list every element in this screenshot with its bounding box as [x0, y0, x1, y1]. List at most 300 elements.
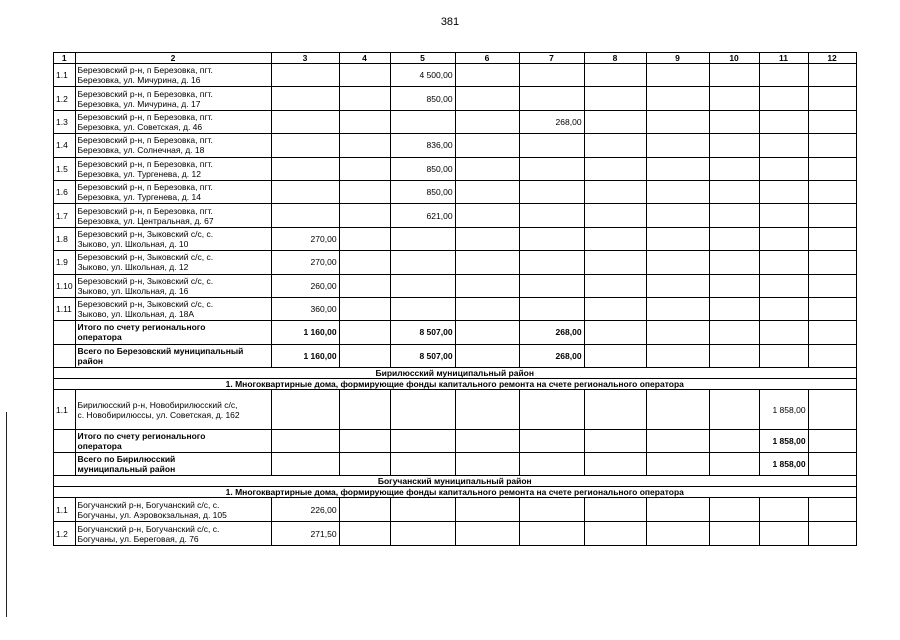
header-cell: 8: [584, 53, 646, 64]
table-row: [54, 251, 857, 274]
empty-cell: [646, 390, 709, 430]
empty-cell: [808, 251, 856, 274]
value-cell-11-value: 1 858,00: [772, 436, 806, 447]
address-line: Березовский р-н, п Березовка, пгт.: [77, 111, 213, 122]
value-cell-11: [759, 390, 808, 430]
address-line: Березовка, ул. Мичурина, д. 17: [77, 98, 201, 109]
value-cell-5: [390, 498, 455, 522]
table-row: [54, 522, 857, 546]
table-row: [54, 204, 857, 227]
table-row: [54, 390, 857, 430]
value-cell-3: [271, 344, 339, 367]
value-cell-5-value: 836,00: [426, 140, 453, 151]
empty-cell: [709, 274, 759, 297]
address-cell: [75, 157, 271, 180]
empty-cell: [455, 297, 519, 320]
address-line: Березовка, ул. Тургенева, д. 14: [77, 192, 201, 203]
empty-cell: [455, 64, 519, 87]
header-cell: 10: [709, 53, 759, 64]
value-cell-5: [390, 87, 455, 110]
total-row: [54, 321, 857, 344]
value-cell-5-value: 850,00: [426, 187, 453, 198]
empty-cell: [339, 430, 390, 453]
value-cell-7: [519, 110, 584, 133]
empty-cell: [646, 274, 709, 297]
value-cell-5-value: 850,00: [426, 163, 453, 174]
address-line: Березовка, ул. Советская, д. 46: [77, 121, 203, 132]
address-line: Березовский р-н, п Березовка, пгт.: [77, 65, 213, 76]
address-line: Березовский р-н, п Березовка, пгт.: [77, 182, 213, 193]
address-line: Всего по Бирилюсский: [77, 454, 176, 465]
empty-cell: [455, 274, 519, 297]
empty-cell: [709, 134, 759, 157]
empty-cell: [808, 274, 856, 297]
empty-cell: [455, 321, 519, 344]
address-cell: [75, 180, 271, 203]
empty-cell: [709, 110, 759, 133]
empty-cell: [709, 430, 759, 453]
row-number-cell: [54, 274, 76, 297]
header-cell: 5: [390, 53, 455, 64]
address-line: Богучаны, ул. Береговая, д. 76: [77, 533, 199, 544]
empty-cell: [584, 134, 646, 157]
value-cell-3-value: 226,00: [310, 504, 337, 515]
address-cell: [75, 274, 271, 297]
value-cell-7: [519, 344, 584, 367]
empty-cell: [646, 321, 709, 344]
address-line: Березовка, ул. Тургенева, д. 12: [77, 168, 201, 179]
empty-cell: [584, 321, 646, 344]
address-line: Бирилюсский р-н, Новобирилюсский с/с,: [77, 399, 238, 410]
empty-cell: [455, 251, 519, 274]
value-cell-3-value: 271,50: [310, 528, 337, 539]
empty-cell: [646, 180, 709, 203]
value-cell-11: [759, 87, 808, 110]
address-cell: [75, 297, 271, 320]
address-cell: [75, 522, 271, 546]
value-cell-7: [519, 227, 584, 250]
empty-cell: [584, 180, 646, 203]
address-cell: [75, 204, 271, 227]
value-cell-7: [519, 321, 584, 344]
address-line: Березовский р-н, Зыковский с/с, с.: [77, 228, 214, 239]
value-cell-3: [271, 251, 339, 274]
address-line: Зыково, ул. Школьная, д. 10: [77, 238, 189, 249]
empty-cell: [646, 204, 709, 227]
value-cell-5-value: 621,00: [426, 210, 453, 221]
value-cell-11: [759, 204, 808, 227]
value-cell-11: [759, 180, 808, 203]
value-cell-3: [271, 498, 339, 522]
row-number-cell: [54, 251, 76, 274]
address-line: Богучаны, ул. Аэровокзальная, д. 105: [77, 509, 227, 520]
address-cell: [75, 498, 271, 522]
address-line: Богучанский р-н, Богучанский с/с, с.: [77, 499, 220, 510]
row-number-cell-value: 1.8: [56, 233, 68, 244]
address-line: Березовский р-н, Зыковский с/с, с.: [77, 252, 214, 263]
empty-cell: [339, 390, 390, 430]
value-cell-5: [390, 64, 455, 87]
empty-cell: [646, 134, 709, 157]
value-cell-11-value: 1 858,00: [772, 404, 806, 415]
table-row: [54, 227, 857, 250]
value-cell-3: [271, 204, 339, 227]
header-cell: 6: [455, 53, 519, 64]
value-cell-11: [759, 227, 808, 250]
address-line: оператора: [77, 441, 122, 452]
empty-cell: [646, 87, 709, 110]
row-number-cell-value: 1.2: [56, 528, 68, 539]
value-cell-3: [271, 390, 339, 430]
value-cell-11: [759, 498, 808, 522]
row-number-cell: [54, 157, 76, 180]
empty-cell: [584, 453, 646, 476]
address-cell: [75, 390, 271, 430]
header-cell: 9: [646, 53, 709, 64]
table-row: [54, 134, 857, 157]
row-number-cell: [54, 180, 76, 203]
row-number-cell-value: 1.4: [56, 140, 68, 151]
address-cell: [75, 110, 271, 133]
section-subtitle: 1. Многоквартирные дома, формирующие фонды капитального ремонта на счете регионального оператора: [54, 379, 857, 390]
value-cell-5: [390, 390, 455, 430]
district-title-row: [54, 476, 857, 487]
address-line: с. Новобирилюссы, ул. Советская, д. 162: [77, 409, 240, 420]
empty-cell: [709, 251, 759, 274]
total-row: [54, 344, 857, 367]
empty-cell: [646, 430, 709, 453]
empty-cell: [584, 87, 646, 110]
address-line: Зыково, ул. Школьная, д. 12: [77, 262, 189, 273]
row-number-cell-value: 1.6: [56, 187, 68, 198]
row-number-cell-value: 1.9: [56, 257, 68, 268]
empty-cell: [709, 227, 759, 250]
header-cell: 4: [339, 53, 390, 64]
address-line: Березовский р-н, п Березовка, пгт.: [77, 205, 213, 216]
value-cell-7: [519, 64, 584, 87]
address-line: Березовский р-н, п Березовка, пгт.: [77, 158, 213, 169]
empty-cell: [584, 498, 646, 522]
value-cell-7: [519, 390, 584, 430]
address-line: Березовский р-н, Зыковский с/с, с.: [77, 299, 214, 310]
header-cell: 7: [519, 53, 584, 64]
empty-cell: [709, 180, 759, 203]
address-cell: [75, 64, 271, 87]
value-cell-11: [759, 157, 808, 180]
section-subtitle: 1. Многоквартирные дома, формирующие фонды капитального ремонта на счете регионального оператора: [54, 487, 857, 498]
value-cell-3: [271, 64, 339, 87]
empty-cell: [455, 134, 519, 157]
empty-cell: [339, 134, 390, 157]
empty-cell: [646, 110, 709, 133]
empty-cell: [584, 430, 646, 453]
empty-cell: [808, 157, 856, 180]
value-cell-3-value: 260,00: [310, 280, 337, 291]
empty-cell: [808, 134, 856, 157]
row-number-cell-value: 1.2: [56, 93, 68, 104]
empty-cell: [339, 453, 390, 476]
header-cell: 3: [271, 53, 339, 64]
address-line: Березовский р-н, п Березовка, пгт.: [77, 88, 213, 99]
value-cell-7: [519, 498, 584, 522]
value-cell-5: [390, 297, 455, 320]
empty-cell: [455, 180, 519, 203]
row-number-cell-value: 1.1: [56, 70, 68, 81]
value-cell-11: [759, 297, 808, 320]
value-cell-11: [759, 344, 808, 367]
value-cell-7: [519, 134, 584, 157]
header-cell: 11: [759, 53, 808, 64]
row-number-cell: [54, 522, 76, 546]
empty-cell: [455, 87, 519, 110]
empty-cell: [646, 157, 709, 180]
district-title-row: [54, 368, 857, 379]
value-cell-7: [519, 274, 584, 297]
value-cell-7: [519, 430, 584, 453]
value-cell-5: [390, 321, 455, 344]
value-cell-3: [271, 522, 339, 546]
table-row: [54, 297, 857, 320]
value-cell-11: [759, 430, 808, 453]
address-cell: [75, 344, 271, 367]
empty-cell: [455, 453, 519, 476]
empty-cell: [584, 274, 646, 297]
empty-cell: [808, 390, 856, 430]
empty-cell: [808, 64, 856, 87]
address-line: Березовка, ул. Мичурина, д. 16: [77, 75, 201, 86]
value-cell-7-value: 268,00: [555, 350, 582, 361]
empty-cell: [455, 110, 519, 133]
empty-cell: [646, 251, 709, 274]
address-cell: [75, 453, 271, 476]
empty-cell: [584, 157, 646, 180]
value-cell-3: [271, 274, 339, 297]
value-cell-7: [519, 157, 584, 180]
value-cell-3-value: 1 160,00: [303, 350, 337, 361]
empty-cell: [455, 204, 519, 227]
value-cell-7: [519, 251, 584, 274]
value-cell-5: [390, 157, 455, 180]
table-row: [54, 110, 857, 133]
empty-cell: [455, 344, 519, 367]
margin-line: [6, 412, 7, 617]
value-cell-3: [271, 297, 339, 320]
value-cell-5: [390, 180, 455, 203]
table-row: [54, 498, 857, 522]
value-cell-5: [390, 430, 455, 453]
value-cell-3: [271, 453, 339, 476]
empty-cell: [584, 110, 646, 133]
value-cell-7: [519, 453, 584, 476]
total-row: [54, 430, 857, 453]
empty-cell: [646, 227, 709, 250]
empty-cell: [709, 204, 759, 227]
address-cell: [75, 430, 271, 453]
address-line: район: [77, 355, 104, 366]
header-cell: 1: [54, 53, 76, 64]
empty-cell: [584, 390, 646, 430]
value-cell-11: [759, 110, 808, 133]
empty-cell: [709, 64, 759, 87]
empty-cell: [646, 498, 709, 522]
row-number-cell: [54, 453, 76, 476]
table-row: [54, 64, 857, 87]
empty-cell: [808, 180, 856, 203]
section-subtitle-row: [54, 487, 857, 498]
table-row: [54, 87, 857, 110]
value-cell-11: [759, 274, 808, 297]
row-number-cell-value: 1.7: [56, 210, 68, 221]
empty-cell: [584, 64, 646, 87]
value-cell-3-value: 270,00: [310, 233, 337, 244]
row-number-cell: [54, 321, 76, 344]
empty-cell: [339, 64, 390, 87]
header-cell: 2: [75, 53, 271, 64]
address-line: Березовка, ул. Центральная, д. 67: [77, 215, 214, 226]
row-number-cell: [54, 390, 76, 430]
value-cell-7: [519, 87, 584, 110]
address-line: Березовский р-н, Зыковский с/с, с.: [77, 275, 214, 286]
empty-cell: [339, 157, 390, 180]
empty-cell: [709, 390, 759, 430]
value-cell-5-value: 8 507,00: [419, 327, 453, 338]
address-line: Березовский р-н, п Березовка, пгт.: [77, 135, 213, 146]
address-line: Итого по счету регионального: [77, 431, 206, 442]
row-number-cell: [54, 498, 76, 522]
value-cell-7: [519, 522, 584, 546]
empty-cell: [584, 204, 646, 227]
value-cell-5-value: 850,00: [426, 93, 453, 104]
total-row: [54, 453, 857, 476]
value-cell-5-value: 4 500,00: [419, 70, 453, 81]
empty-cell: [646, 344, 709, 367]
empty-cell: [808, 227, 856, 250]
address-line: Зыково, ул. Школьная, д. 18А: [77, 309, 195, 320]
value-cell-11: [759, 251, 808, 274]
address-line: муниципальный район: [77, 464, 176, 475]
value-cell-3: [271, 321, 339, 344]
empty-cell: [808, 430, 856, 453]
empty-cell: [646, 522, 709, 546]
value-cell-7: [519, 297, 584, 320]
empty-cell: [339, 180, 390, 203]
value-cell-3-value: 360,00: [310, 304, 337, 315]
empty-cell: [339, 227, 390, 250]
empty-cell: [808, 321, 856, 344]
address-line: Зыково, ул. Школьная, д. 16: [77, 285, 189, 296]
empty-cell: [455, 227, 519, 250]
empty-cell: [808, 344, 856, 367]
value-cell-5: [390, 204, 455, 227]
empty-cell: [709, 297, 759, 320]
address-line: Итого по счету регионального: [77, 322, 206, 333]
row-number-cell: [54, 110, 76, 133]
empty-cell: [709, 157, 759, 180]
value-cell-7: [519, 204, 584, 227]
row-number-cell: [54, 134, 76, 157]
empty-cell: [455, 430, 519, 453]
empty-cell: [339, 498, 390, 522]
empty-cell: [709, 522, 759, 546]
value-cell-3: [271, 180, 339, 203]
value-cell-3: [271, 227, 339, 250]
value-cell-3: [271, 430, 339, 453]
value-cell-5: [390, 344, 455, 367]
empty-cell: [339, 110, 390, 133]
empty-cell: [339, 344, 390, 367]
address-cell: [75, 87, 271, 110]
header-cell: 12: [808, 53, 856, 64]
district-title: Богучанский муниципальный район: [54, 476, 857, 487]
empty-cell: [584, 227, 646, 250]
empty-cell: [455, 498, 519, 522]
row-number-cell: [54, 227, 76, 250]
empty-cell: [808, 297, 856, 320]
empty-cell: [709, 321, 759, 344]
empty-cell: [646, 64, 709, 87]
row-number-cell-value: 1.1: [56, 404, 68, 415]
value-cell-3: [271, 87, 339, 110]
value-cell-3-value: 270,00: [310, 257, 337, 268]
empty-cell: [808, 453, 856, 476]
page-number: 381: [440, 16, 460, 28]
value-cell-5: [390, 227, 455, 250]
empty-cell: [455, 522, 519, 546]
row-number-cell-value: 1.5: [56, 163, 68, 174]
empty-cell: [808, 522, 856, 546]
address-cell: [75, 134, 271, 157]
address-line: оператора: [77, 332, 122, 343]
empty-cell: [808, 110, 856, 133]
value-cell-3: [271, 110, 339, 133]
empty-cell: [339, 87, 390, 110]
row-number-cell: [54, 87, 76, 110]
header-row: [54, 53, 857, 64]
empty-cell: [339, 297, 390, 320]
address-cell: [75, 321, 271, 344]
value-cell-11: [759, 64, 808, 87]
empty-cell: [584, 251, 646, 274]
value-cell-5: [390, 453, 455, 476]
empty-cell: [339, 321, 390, 344]
value-cell-3: [271, 134, 339, 157]
district-title: Бирилюсский муниципальный район: [54, 368, 857, 379]
row-number-cell-value: 1.10: [56, 280, 73, 291]
value-cell-11: [759, 321, 808, 344]
address-line: Всего по Березовский муниципальный: [77, 345, 244, 356]
empty-cell: [584, 522, 646, 546]
value-cell-7-value: 268,00: [555, 327, 582, 338]
empty-cell: [584, 344, 646, 367]
value-cell-11-value: 1 858,00: [772, 459, 806, 470]
address-cell: [75, 251, 271, 274]
row-number-cell-value: 1.11: [56, 304, 72, 315]
value-cell-11: [759, 522, 808, 546]
table-row: [54, 274, 857, 297]
row-number-cell: [54, 344, 76, 367]
row-number-cell: [54, 204, 76, 227]
empty-cell: [339, 274, 390, 297]
empty-cell: [709, 498, 759, 522]
row-number-cell-value: 1.1: [56, 504, 68, 515]
value-cell-5: [390, 110, 455, 133]
register-table: [53, 52, 857, 546]
value-cell-5: [390, 134, 455, 157]
row-number-cell-value: 1.3: [56, 116, 68, 127]
empty-cell: [339, 251, 390, 274]
value-cell-5: [390, 251, 455, 274]
empty-cell: [646, 297, 709, 320]
